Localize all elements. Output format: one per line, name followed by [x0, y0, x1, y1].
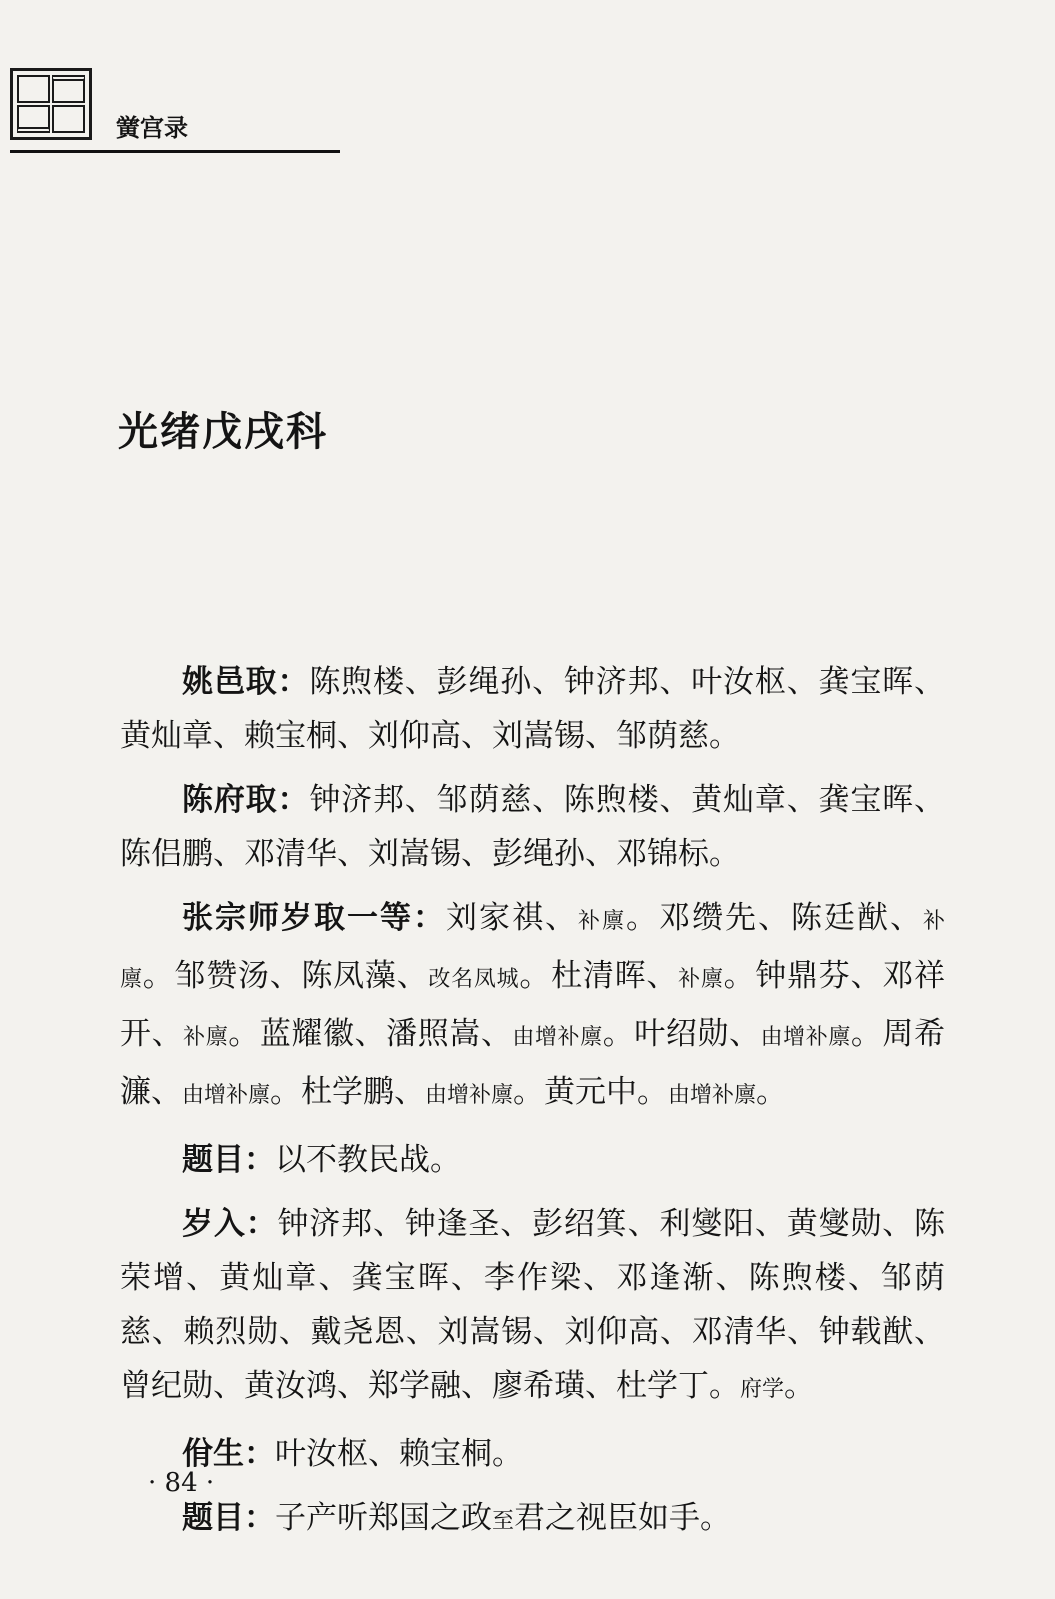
- annotation-note: 补廪: [183, 1025, 229, 1050]
- running-header: [10, 68, 340, 154]
- paragraph-label: 陈府取：: [182, 782, 310, 818]
- text-segment: 。钟鼎芬、邓祥开、: [120, 958, 945, 1052]
- text-segment: 。周希濂、: [120, 1016, 945, 1110]
- paragraph-label: 题目：: [182, 1500, 275, 1536]
- paragraph-text: 钟济邦、钟逢圣、彭绍箕、利燮阳、黄燮勋、陈荣增、黄灿章、龚宝晖、李作梁、邓逢渐、陈煦楼、邹荫慈、赖烈勋、戴尧恩、刘嵩锡、刘仰高、邓清华、钟载猷、曾纪勋、黄汝鸿、郑学融、廖希璜、杜学丁。: [120, 1206, 946, 1404]
- paragraph-sui-ru: [120, 1197, 945, 1417]
- paragraph-label: 佾生：: [182, 1436, 275, 1472]
- paragraph-label: 岁入：: [182, 1206, 278, 1242]
- paragraph-tail: 。: [784, 1368, 816, 1404]
- text-segment: 。黄元中。: [513, 1074, 669, 1110]
- text-segment: 。杜清晖、: [519, 958, 679, 994]
- text-segment: 。杜学鹏、: [270, 1074, 426, 1110]
- paragraph-text: 以不教民战。: [275, 1142, 461, 1178]
- paragraph-text: [275, 1500, 731, 1536]
- annotation-note: 由增补廪: [760, 1025, 851, 1050]
- text-segment: 。邓缵先、陈廷猷、: [626, 900, 923, 936]
- paragraph-label: 张宗师岁取一等：: [182, 900, 446, 936]
- paragraph-label: 姚邑取：: [182, 664, 310, 700]
- page-number: · 84 ·: [148, 1468, 215, 1498]
- seal-logo: [10, 68, 92, 140]
- paragraph-chen-fu: [120, 773, 945, 881]
- annotation-note: 府学: [740, 1377, 785, 1402]
- paragraph-text: 叶汝枢、赖宝桐。: [275, 1436, 523, 1472]
- text-segment: 。邹赞汤、陈凤藻、: [142, 958, 429, 994]
- paragraph-label: 题目：: [182, 1142, 275, 1178]
- section-title: 光绪戊戌科: [118, 408, 328, 455]
- paragraph-topic-1: [120, 1133, 945, 1187]
- paragraph-topic-2: [120, 1491, 945, 1549]
- paragraph-yao-yi: [120, 655, 945, 763]
- annotation-note: 补廪: [120, 909, 946, 992]
- paragraph-zhang-zongshi: [120, 891, 945, 1123]
- annotation-note: 补廪: [678, 967, 724, 992]
- annotation-note: 由增补廪: [668, 1083, 757, 1108]
- text-segment: 刘家祺、: [446, 900, 578, 936]
- text-segment: 君之视臣如手。: [514, 1500, 732, 1536]
- paragraph-text: 钟济邦、邹荫慈、陈煦楼、黄灿章、龚宝晖、陈侣鹏、邓清华、刘嵩锡、彭绳孙、邓锦标。: [120, 782, 946, 872]
- book-title: 黉宫录: [116, 114, 188, 142]
- annotation-note: 由增补廪: [512, 1025, 603, 1050]
- annotation-note: 补廪: [578, 909, 626, 934]
- annotation-note: 至: [492, 1509, 515, 1534]
- paragraph-text: 陈煦楼、彭绳孙、钟济邦、叶汝枢、龚宝晖、黄灿章、赖宝桐、刘仰高、刘嵩锡、邹荫慈。: [120, 664, 946, 754]
- annotation-note: 由增补廪: [425, 1083, 514, 1108]
- body-text: [120, 655, 945, 1559]
- text-segment: 子产听郑国之政: [275, 1500, 492, 1536]
- paragraph-yi-sheng: [120, 1427, 945, 1481]
- text-segment: 。: [756, 1074, 788, 1110]
- text-segment: 。蓝耀徽、潘照嵩、: [228, 1016, 513, 1052]
- annotation-note: 改名凤城: [428, 967, 520, 992]
- header-rule: [10, 150, 340, 153]
- annotation-note: 由增补廪: [182, 1083, 271, 1108]
- text-segment: 。叶绍勋、: [602, 1016, 761, 1052]
